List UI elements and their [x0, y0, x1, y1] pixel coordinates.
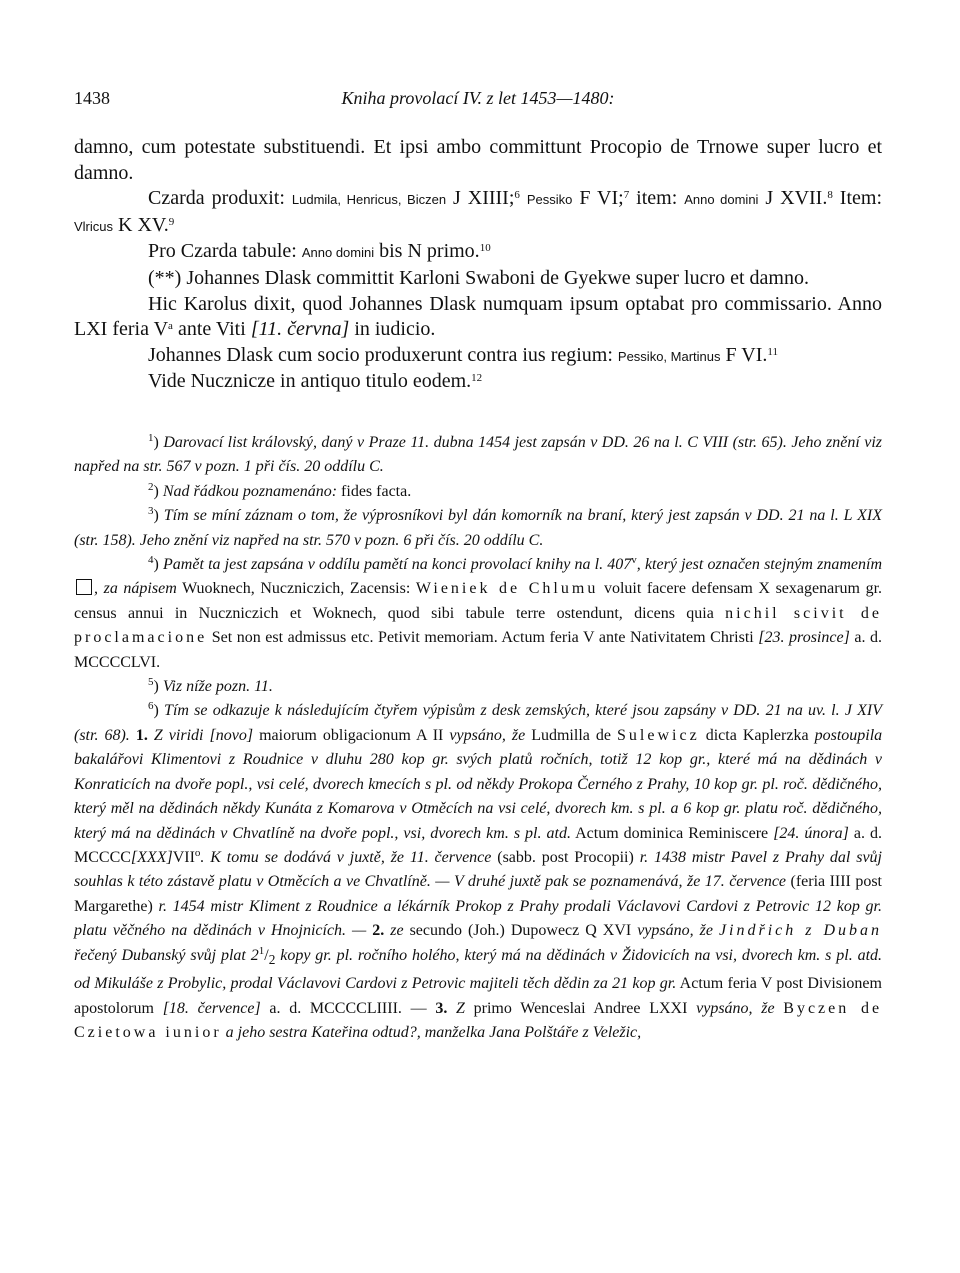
footnote-1: $^1$) Darovací list královský, daný v Praze 11. dubna 1454 jest zapsán v DD. 26 na l. C VIII (str. 65). Jeho znění viz napřed na str. 567 v pozn. 1 při čís. 20 oddílu C. [74, 431, 883, 476]
footnote-text: Actum dominica Reminiscere [575, 824, 769, 842]
square-sign-icon [76, 579, 92, 595]
item-number: 2. [372, 922, 385, 940]
footnote-text: (feria IIII post Margarethe) [74, 873, 882, 915]
footnote-text: fides facta. [341, 482, 412, 500]
footnote-text: voluit facere defensam X sexagenarum gr. census annui in Nuczniczich et Woknech, quod sibi tabule terre ostendunt, dicens quia [74, 580, 883, 622]
date-note: [24. února] [773, 824, 849, 842]
names-small: Anno domini [301, 245, 375, 261]
footnote-text: Set non est admissus etc. Petivit memoriam. Actum feria V ante Nativitatem Christi [211, 629, 754, 647]
paragraph-4: (**) Johannes Dlask committit Karloni Swaboni de Gyekwe super lucro et damno. [148, 266, 809, 289]
footnote-text: VII [172, 848, 195, 866]
footnotes [74, 431, 882, 1045]
text: F VI. [725, 343, 768, 366]
names-small: Anno domini [684, 192, 759, 208]
superscript: o [194, 846, 201, 859]
fraction-slash: / [264, 946, 269, 964]
footnote-text: r. 1438 mistr Pavel z Prahy dal svůj souhlas k této zástavě platu v Otměcích a ve Chvatlíně. — V druhé juxtě pak se poznamenává, že 17. července [74, 848, 883, 891]
text: J XVII. [765, 187, 828, 210]
text: ante Viti [177, 318, 246, 341]
date-note: [18. července] [162, 999, 261, 1017]
fraction-denominator: 2 [268, 951, 276, 967]
paragraph-2 [74, 186, 882, 239]
date-note: [11. června] [250, 318, 350, 341]
running-header [74, 88, 882, 112]
running-title: Kniha provolací IV. z let 1453—1480: [341, 88, 615, 108]
footnote-text: Ludmilla de [531, 726, 611, 744]
footnote-text: Viz níže pozn. 11. [162, 678, 273, 696]
footnote-ref-11: 11 [767, 345, 778, 358]
footnote-text: , který jest označen stejným znamením [636, 556, 883, 574]
text: in iudicio. [354, 318, 436, 341]
footnote-text: , za nápisem [94, 580, 177, 598]
footnote-text: Tím se odkazuje k následujícím čtyřem výpisům z desk zemských, které jsou zapsány v DD. 21 na uv. l. J XIV (str. 68). [74, 702, 883, 744]
footnote-ref-6: 6 [514, 189, 520, 202]
footnote-text: [novo] [209, 726, 254, 744]
spaced-text: nichil scivit de proclamacione [74, 604, 883, 647]
footnote-text: secundo (Joh.) Dupowecz Q XVI [409, 922, 632, 940]
paragraph-5 [74, 292, 882, 343]
footnote-text: které má na dědinách v Konraticích na dvoře popl., vsi celé, dvorech kmecích s pl. od někdy Prokopa Černého z Prahy, 10 kop gr. pl. roč. dědičného, který měl na dědinách někdy Kunáta z Komarova v Otměcích na vsi celé, dvorech km. s pl. a 6 kop gr. platu roč. dědičného, který má na dědinách v Chvatlíně na dvoře popl., vsi, dvorech km. s pl. atd. [74, 751, 883, 842]
names-small: Pessiko [526, 192, 573, 208]
page-number: 1438 [74, 88, 110, 108]
footnote-text: kopy gr. pl. ročního holého, který má na dědinách v Židovicích na vsi, dvorech km. s pl. atd. od Mikuláše z Probylic, prodal Václavovi Cardovi z Petrovic majiteli těch dědin za 21 kop gr. [74, 946, 883, 993]
spaced-name: Wieniek de Chlumu [415, 580, 599, 598]
footnote-text: Darovací list královský, daný v Praze 11. dubna 1454 jest zapsán v DD. 26 na l. C VIII (str. 65). Jeho znění viz napřed na str. 567 v pozn. 1 při čís. 20 oddílu C. [74, 434, 883, 476]
footnote-text: a. d. MCCCCLIIII. — [269, 999, 427, 1017]
text: J XIIII; [453, 187, 515, 210]
footnote-text: maiorum obligacionum A II [259, 726, 444, 744]
footnote-text: r. 1454 mistr Kliment z Roudnice a lékárník Prokop z Prahy prodali Václavovi Cardovi z Petrovic 12 kop gr. platu věčného na dědinách v Hnojnicích. — [74, 897, 882, 940]
footnote-text: [XXX] [130, 848, 173, 866]
paragraph-1: damno, cum potestate substituendi. Et ipsi ambo committunt Procopio de Trnowe super lucro et damno. [74, 136, 882, 184]
date-note: [23. prosince] [758, 629, 850, 647]
footnote-text: (sabb. post Procopii) [497, 848, 634, 866]
footnote-text: Pamět ta jest zapsána v oddílu pamětí na konci provolací knihy na l. 407 [163, 556, 632, 574]
footnote-text: řečený Dubanský svůj plat 2 [74, 946, 259, 964]
footnote-text: a. d. MCCCCLVI. [74, 629, 883, 671]
item-number: 1. [135, 726, 148, 744]
text: F VI; [579, 187, 624, 210]
footnote-4: $^4$) Pamět ta jest zapsána v oddílu pamětí na konci provolací knihy na l. 407$^v$, který jest označen stejným znamením , za nápisem Wuoknech, Nuczniczich, Zacensis: Wieniek de Chlumu voluit facere defensam X sexagenarum gr. census annui in Nuczniczich et Woknech, quod sibi tabule terre ostendunt, dicens quia nichil scivit de proclamacione Set non est admissus etc. Petivit memoriam. Actum feria V ante Nativitatem Christi [23. prosince] a. d. MCCCCLVI. [74, 553, 883, 671]
footnote-text: primo Wenceslai Andree LXXI [473, 999, 688, 1017]
main-text [74, 135, 882, 395]
paragraph-3 [74, 239, 882, 266]
footnote-ref-12: 12 [471, 372, 483, 385]
paragraph-7 [74, 369, 882, 395]
footnote-text: a jeho sestra Kateřina odtud?, manželka Jana Polštáře z Veležic, [225, 1023, 642, 1041]
footnote-5: $^5$) Viz níže pozn. 11. [148, 676, 273, 696]
names-small: Pessiko, Martinus [617, 348, 721, 364]
spaced-name: Sulewicz [617, 726, 700, 744]
footnote-text: vypsáno, že [449, 726, 526, 744]
footnote-text: Actum feria V post Divisionem apostolorum [74, 975, 882, 1017]
text: Johannes Dlask cum socio produxerunt contra ius regium: [148, 343, 613, 366]
footnote-ref-10: 10 [479, 242, 491, 255]
fraction-numerator: 1 [258, 944, 265, 957]
footnote-text: ze [390, 922, 404, 940]
text: Item: [839, 187, 883, 210]
names-small: Vlricus [74, 218, 114, 234]
text: Pro Czarda tabule: [148, 240, 297, 263]
footnote-text: . K tomu se dodává v juxtě, že 11. července [200, 848, 492, 866]
superscript: a [168, 320, 173, 333]
text: bis N primo. [379, 240, 480, 263]
footnote-ref-7: 7 [623, 189, 630, 202]
footnote-number: 6 [148, 700, 154, 713]
footnote-text: Tím se míní záznam o tom, že výprosníkovi byl dán komorník na braní, který jest zapsán v DD. 21 na l. L XIX (str. 158). Jeho znění viz napřed na str. 570 v pozn. 6 při čís. 20 oddílu C. [74, 507, 883, 549]
names-small: Ludmila, Henricus, Biczen [291, 192, 447, 208]
footnote-text: vypsáno, že [637, 922, 713, 940]
footnote-text: vypsáno, že [696, 999, 775, 1017]
footnote-text: a. d. MCCCC [74, 824, 882, 866]
footnote-3: $^3$) Tím se míní záznam o tom, že výprosníkovi byl dán komorník na braní, který jest zapsán v DD. 21 na l. L XIX (str. 158). Jeho znění viz napřed na str. 570 v pozn. 6 při čís. 20 oddílu C. [74, 505, 883, 549]
footnote-number: 3 [148, 505, 154, 518]
footnote-text: dicta Kaplerzka [705, 726, 809, 744]
superscript: v [631, 553, 637, 566]
item-number: 3. [435, 999, 448, 1017]
text: Vide Nucznicze in antiquo titulo eodem. [148, 370, 472, 393]
footnote-number: 4 [148, 553, 154, 566]
spaced-name: Jindřich z Duban [718, 922, 883, 940]
footnote-text: Z [456, 999, 465, 1017]
paragraph-6 [74, 343, 882, 370]
footnote-number: 5 [148, 676, 154, 689]
footnote-6: $^6$) Tím se odkazuje k následujícím čtyřem výpisům z desk zemských, které jsou zapsány v DD. 21 na uv. l. J XIV (str. 68). 1. Z viridi [novo] maiorum obligacionum A II vypsáno, že Ludmilla de Sulewicz dicta Kaplerzka postoupila bakalářovi Klimentovi z Roudnice v dluhu 280 kop gr. svých platů ročních, totiž 12 kop gr., které má na dědinách v Konraticích na dvoře popl., vsi celé, dvorech kmecích s pl. od někdy Prokopa Černého z Prahy, 10 kop gr. pl. roč. dědičného, který měl na dědinách někdy Kunáta z Komarova v Otměcích na vsi celé, dvorech km. s pl. a 6 kop gr. platu roč. dědičného, který má na dědinách v Chvatlíně na dvoře popl., vsi, dvorech km. s pl. atd. Actum dominica Reminiscere [24. února] a. d. MCCCC[XXX]VII$^o$. K tomu se dodává v juxtě, že 11. července (sabb. post Procopii) r. 1438 mistr Pavel z Prahy dal svůj souhlas k této zástavě platu v Otměcích a ve Chvatlíně. — V druhé juxtě pak se poznamenává, že 17. července (feria IIII post Margarethe) r. 1454 mistr Kliment z Roudnice a lékárník Prokop z Prahy prodali Václavovi Cardovi z Petrovic 12 kop gr. platu věčného na dědinách v Hnojnicích. — 2. ze secundo (Joh.) Dupowecz Q XVI vypsáno, že Jindřich z Duban řečený Dubanský svůj plat $2^1/_2$ kopy gr. pl. ročního holého, který má na dědinách v Židovicích na vsi, dvorech km. s pl. atd. od Mikuláše z Probylic, prodal Václavovi Cardovi z Petrovic majiteli těch dědin za 21 kop gr. Actum feria V post Divisionem apostolorum [18. července] a. d. MCCCCLIIII. — 3. Z primo Wenceslai Andree LXXI vypsáno, že Byczen de Czietowa iunior a jeho sestra Kateřina odtud?, manželka Jana Polštáře z Veležic, [74, 700, 883, 1041]
footnote-text: Nad řádkou poznamenáno: [162, 482, 338, 500]
text: Czarda produxit: [148, 187, 285, 210]
footnote-ref-9: 9 [168, 215, 175, 228]
text: K XV. [118, 213, 169, 236]
footnote-text: Z viridi [153, 726, 204, 744]
text: Hic Karolus dixit, quod Johannes Dlask numquam ipsum optabat pro commissario. Anno LXI feria V [74, 292, 882, 341]
footnote-ref-8: 8 [827, 189, 833, 202]
footnote-number: 1 [148, 431, 154, 444]
spaced-name: Byczen de Czietowa iunior [74, 999, 883, 1041]
footnote-text: Wuoknech, Nuczniczich, Zacensis: [182, 580, 411, 598]
footnote-text: postoupila bakalářovi Klimentovi z Roudnice v dluhu 280 kop gr. svých platů ročních, totiž 12 kop gr., [74, 726, 883, 769]
footnote-2: $^2$) Nad řádkou poznamenáno: fides facta. [148, 480, 412, 500]
text: item: [636, 187, 678, 210]
footnote-number: 2 [148, 480, 154, 493]
